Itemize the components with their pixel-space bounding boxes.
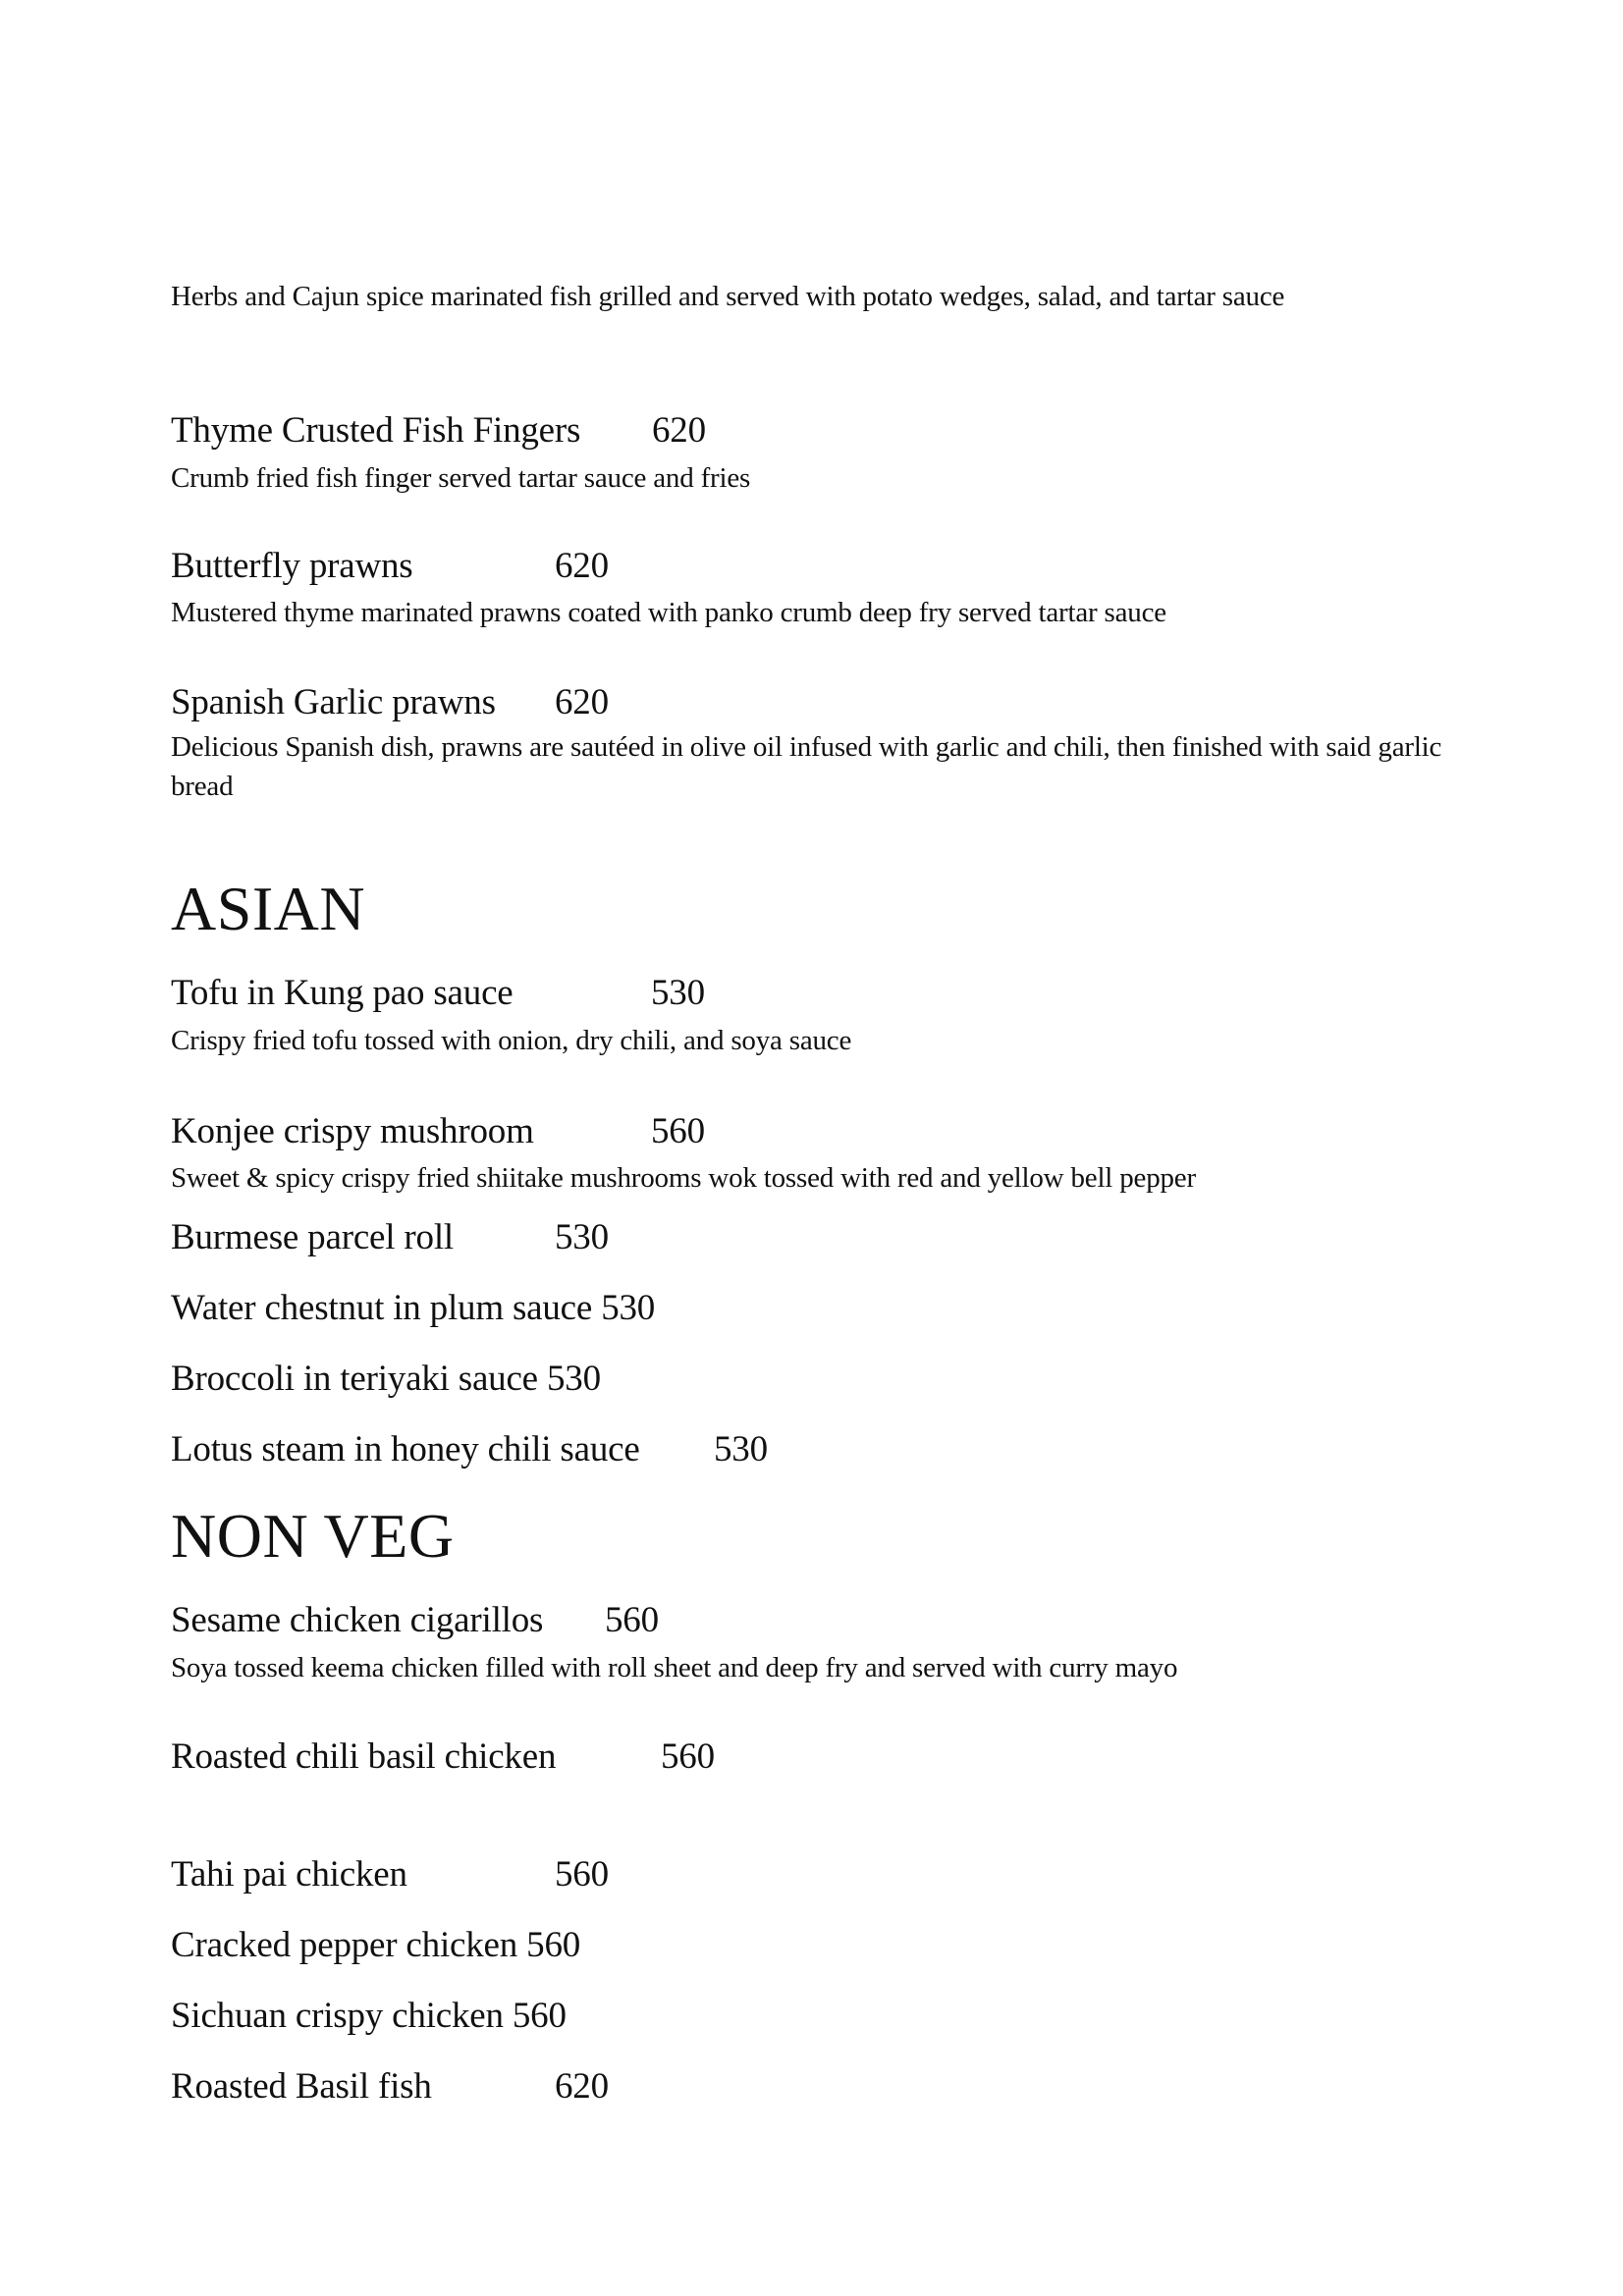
menu-item-cracked-pepper-chicken: [171, 1924, 580, 1967]
dish-price: 560: [555, 1854, 609, 1895]
section-heading-asian: ASIAN: [171, 874, 366, 943]
dish-name: Thyme Crusted Fish Fingers: [171, 410, 581, 451]
dish-price: 530: [714, 1429, 768, 1469]
section-heading-non-veg: NON VEG: [171, 1501, 455, 1571]
menu-item-water-chestnut: [171, 1287, 655, 1330]
menu-item-lotus-steam: [171, 1428, 858, 1471]
dish-name: Butterfly prawns: [171, 546, 413, 586]
dish-name: Water chestnut in plum sauce: [171, 1288, 593, 1328]
menu-item-tofu-kung-pao: [171, 972, 760, 1015]
dish-name: Burmese parcel roll: [171, 1217, 454, 1257]
dish-name: Roasted Basil fish: [171, 2066, 432, 2107]
dish-description: Crumb fried fish finger served tartar sauce and fries: [171, 462, 751, 494]
dish-price: 530: [546, 1359, 601, 1399]
dish-name: Roasted chili basil chicken: [171, 1736, 557, 1777]
menu-item-sichuan-crispy-chicken: [171, 1995, 567, 2038]
menu-item-tahi-pai-chicken: [171, 1853, 760, 1896]
dish-name: Spanish Garlic prawns: [171, 682, 496, 722]
dish-name: Cracked pepper chicken: [171, 1925, 518, 1965]
dish-description: Mustered thyme marinated prawns coated with panko crumb deep fry served tartar sauce: [171, 597, 1166, 628]
menu-item-sesame-chicken-cigarillos: [171, 1599, 760, 1642]
menu-item-spanish-garlic-prawns: [171, 681, 760, 724]
dish-price: 620: [555, 2066, 609, 2107]
dish-name: Konjee crispy mushroom: [171, 1111, 534, 1151]
dish-description: Delicious Spanish dish, prawns are sautéed in olive oil infused with garlic and chili, then finished with said garlic bread: [171, 731, 1442, 802]
dish-description: Soya tossed keema chicken filled with roll sheet and deep fry and served with curry mayo: [171, 1652, 1178, 1683]
menu-item-roasted-basil-fish: [171, 2065, 760, 2109]
dish-description: Sweet & spicy crispy fried shiitake mushrooms wok tossed with red and yellow bell pepper: [171, 1162, 1196, 1194]
dish-price: 560: [512, 1996, 567, 2036]
dish-price: 620: [555, 682, 609, 722]
dish-price: 560: [605, 1600, 659, 1640]
menu-item-butterfly-prawns: [171, 545, 760, 588]
dish-price: 560: [661, 1736, 715, 1777]
dish-name: Sesame chicken cigarillos: [171, 1600, 544, 1640]
dish-price: 620: [555, 546, 609, 586]
dish-name: Tofu in Kung pao sauce: [171, 973, 514, 1013]
dish-price: 560: [526, 1925, 581, 1965]
dish-name: Lotus steam in honey chili sauce: [171, 1429, 640, 1469]
dish-name: Tahi pai chicken: [171, 1854, 407, 1895]
dish-description: Crispy fried tofu tossed with onion, dry chili, and soya sauce: [171, 1025, 852, 1056]
menu-item-thyme-crusted-fish-fingers: [171, 409, 760, 453]
grilled-fish-description: Herbs and Cajun spice marinated fish grilled and served with potato wedges, salad, and tartar sauce: [171, 281, 1285, 312]
menu-item-roasted-chili-basil-chicken: [171, 1735, 760, 1779]
dish-name: Sichuan crispy chicken: [171, 1996, 504, 2036]
menu-item-burmese-parcel-roll: [171, 1216, 760, 1259]
dish-price: 530: [601, 1288, 656, 1328]
dish-price: 560: [651, 1111, 705, 1151]
dish-price: 530: [555, 1217, 609, 1257]
dish-price: 620: [652, 410, 706, 451]
menu-item-broccoli-teriyaki: [171, 1358, 601, 1401]
dish-price: 530: [651, 973, 705, 1013]
dish-name: Broccoli in teriyaki sauce: [171, 1359, 538, 1399]
menu-item-konjee-crispy-mushroom: [171, 1110, 760, 1153]
